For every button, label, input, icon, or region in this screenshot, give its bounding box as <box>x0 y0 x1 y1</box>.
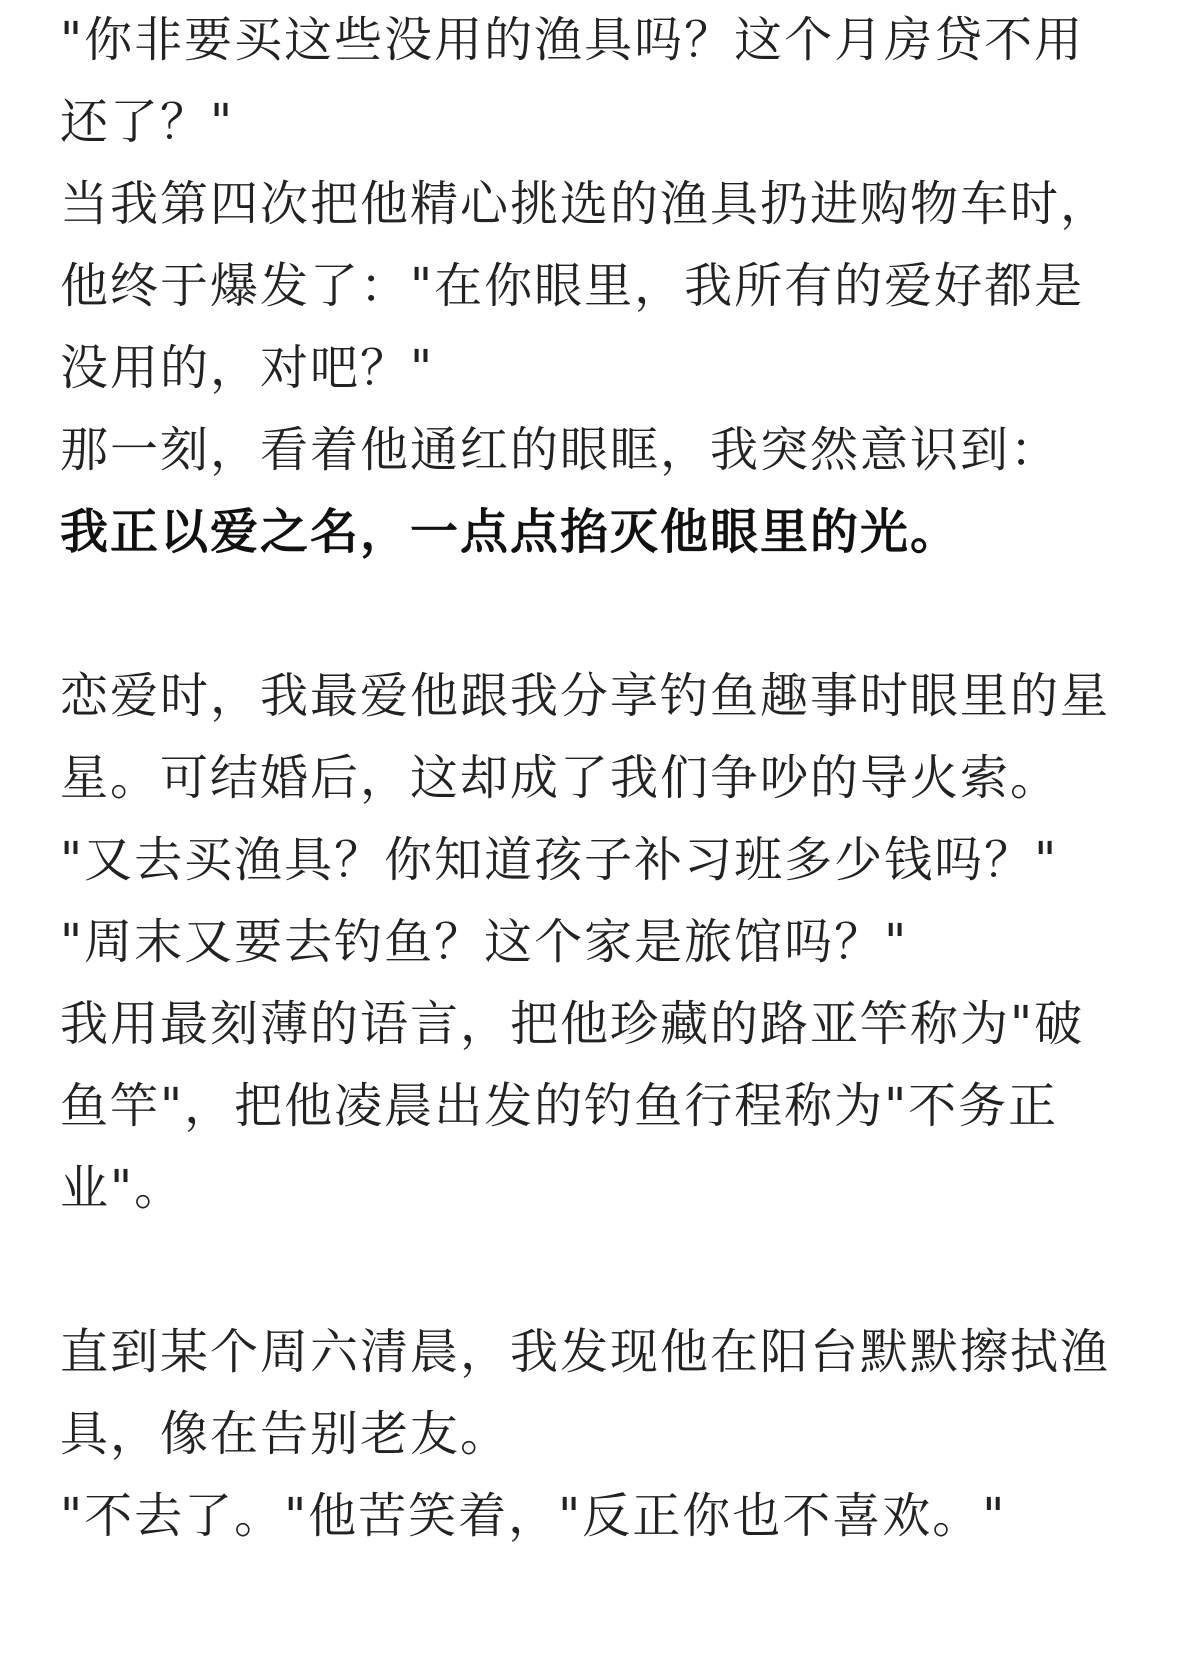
article-body <box>60 0 1122 1557</box>
paragraph-quote-weekend: "周末又要去钓鱼？这个家是旅馆吗？" <box>60 914 909 970</box>
paragraph-realization: 那一刻，看着他通红的眼眶，我突然意识到： <box>60 422 1061 478</box>
paragraph-dating-memory: 恋爱时，我最爱他跟我分享钓鱼趣事时眼里的星星。可结婚后，这却成了我们争吵的导火索。 <box>60 668 1111 806</box>
paragraph-saturday-morning: 直到某个周六清晨，我发现他在阳台默默擦拭渔具，像在告别老友。 <box>60 1324 1111 1462</box>
paragraph-quote-not-going: "不去了。"他苦笑着，"反正你也不喜欢。" <box>60 1488 1007 1544</box>
paragraph-quote-fishing-gear: "你非要买这些没用的渔具吗？这个月房贷不用还了？" <box>60 12 1085 150</box>
paragraph-gap <box>60 1229 1122 1311</box>
paragraph-bold-statement: 我正以爱之名，一点点掐灭他眼里的光。 <box>60 504 961 560</box>
paragraph-shopping-cart: 当我第四次把他精心挑选的渔具扔进购物车时，他终于爆发了："在你眼里，我所有的爱好都是没用的，对吧？" <box>60 176 1111 396</box>
paragraph-gap <box>60 573 1122 655</box>
paragraph-harsh-words: 我用最刻薄的语言，把他珍藏的路亚竿称为"破鱼竿"，把他凌晨出发的钓鱼行程称为"不务正业"。 <box>60 996 1085 1216</box>
paragraph-quote-tutoring: "又去买渔具？你知道孩子补习班多少钱吗？" <box>60 832 1059 888</box>
